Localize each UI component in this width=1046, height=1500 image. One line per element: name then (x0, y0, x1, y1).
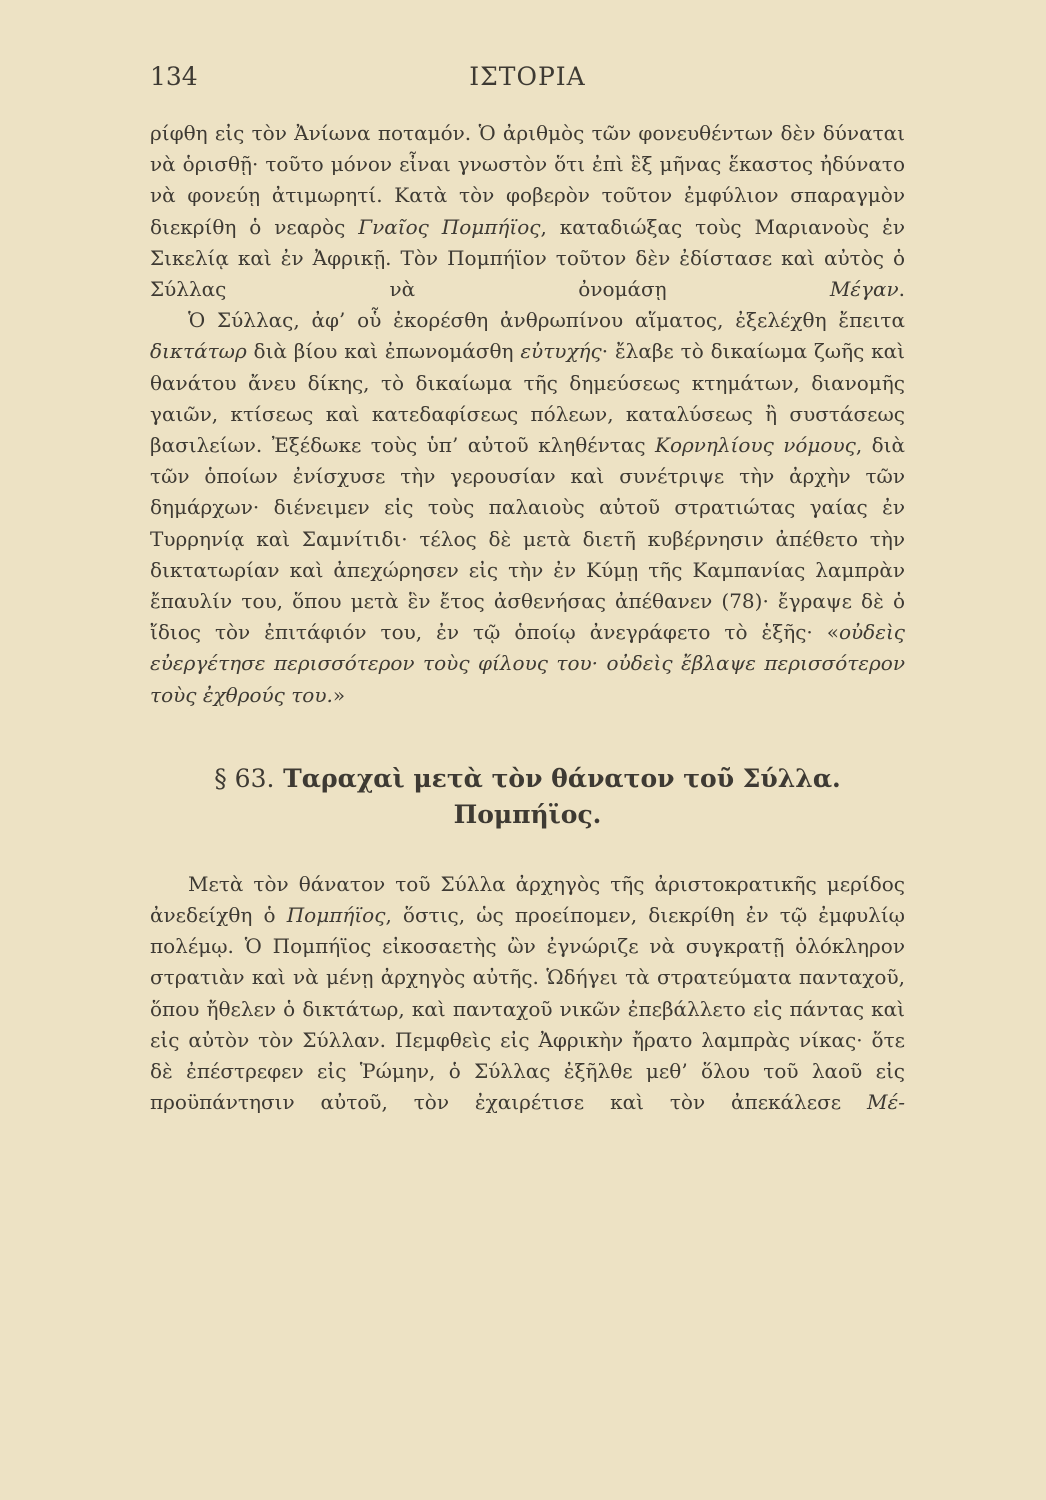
paragraph-1-text-a: ρίφθη εἰς τὸν Ἀνίωνα ποταμόν. Ὁ ἀριθμὸς τῶν φονευθέντων δὲν δύναται νὰ ὁρισθῇ· τοῦτο μόνον εἶναι γνωστὸν ὅτι ἐπὶ ἓξ μῆνας ἕκαστος ἠδύνατο νὰ φονεύῃ ἀτιμωρητί. Κατὰ τὸν φοβερὸν τοῦτον ἐμφύλιον σπαραγμὸν διεκρίθη ὁ νεαρὸς (150, 121, 905, 239)
paragraph-3 (150, 869, 905, 1119)
body-text (150, 118, 905, 1118)
paragraph-1 (150, 118, 905, 305)
section-number: § 63. (214, 763, 275, 793)
paragraph-2-text-d: , διὰ τῶν ὁποίων ἐνίσχυσε τὴν γερουσίαν καὶ συνέτριψε τὴν ἀρχὴν τῶν δημάρχων· διένειμεν εἰς τοὺς παλαιοὺς αὐτοῦ στρατιώτας γαίας ἐν Τυρρηνίᾳ καὶ Σαμνίτιδι· τέλος δὲ μετὰ διετῆ κυβέρνησιν ἀπέθετο τὴν δικτατωρίαν καὶ ἀπεχώρησεν εἰς τὴν ἐν Κύμῃ τῆς Καμπανίας λαμπρὰν ἔπαυλίν του, ὅπου μετὰ ἓν ἔτος ἀσθενήσας ἀπέθανεν (78)· ἔγραψε δὲ ὁ ἴδιος τὸν ἐπιτάφιόν του, ἐν τῷ ὁποίῳ ἀνεγράφετο τὸ ἑξῆς· « (150, 433, 905, 645)
italic-name-pompey: Πομπήϊος (286, 903, 386, 928)
paragraph-2 (150, 305, 905, 711)
spacer (150, 833, 905, 869)
paragraph-2-text-b: διὰ βίου καὶ ἐπωνομάσθη (246, 339, 521, 364)
italic-name-megas: Μέγαν (829, 277, 899, 302)
section-heading (150, 761, 905, 833)
italic-term-cornelian-laws: Κορνηλίους νόμους (655, 433, 856, 458)
page-number: 134 (150, 62, 198, 91)
running-head (150, 62, 905, 102)
paragraph-2-text-c: · ἔλαβε τὸ δικαίωμα ζωῆς καὶ θανάτου ἄνευ δίκης, τὸ δικαίωμα τῆς δημεύσεως κτημάτων, διανομῆς γαιῶν, κτίσεως καὶ κατεδαφίσεως πόλεων, καταλύσεως ἢ συστάσεως βασιλείων. Ἐξέδωκε τοὺς ὑπ’ αὐτοῦ κληθέντας (150, 339, 905, 458)
header-title: ΙΣΤΟΡΙΑ (469, 62, 586, 91)
section-title-line-1: Ταραχαὶ μετὰ τὸν θάνατον τοῦ Σύλλα. (283, 763, 841, 793)
paragraph-3-text-b: , ὅστις, ὡς προείπομεν, διεκρίθη ἐν τῷ ἐμφυλίῳ πολέμῳ. Ὁ Πομπήϊος εἰκοσαετὴς ὢν ἐγνώριζε νὰ συγκρατῇ ὁλόκληρον στρατιὰν καὶ νὰ μένῃ ἀρχηγὸς αὐτῆς. Ὡδήγει τὰ στρατεύματα πανταχοῦ, ὅπου ἤθελεν ὁ δικτάτωρ, καὶ πανταχοῦ νικῶν ἐπεβάλλετο εἰς πάντας καὶ εἰς αὐτὸν τὸν Σύλλαν. Πεμφθεὶς εἰς Ἀφρικὴν ἤρατο λαμπρὰς νίκας· ὅτε δὲ ἐπέστρεφεν εἰς Ῥώμην, ὁ Σύλλας ἐξῆλθε μεθ’ ὅλου τοῦ λαοῦ εἰς προϋπάντησιν αὐτοῦ, τὸν ἐχαιρέτισε καὶ τὸν ἀπεκάλεσε (150, 903, 905, 1115)
italic-name-gnaeus-pompey: Γναῖος Πομπήϊος (358, 214, 541, 239)
paragraph-2-text-a: Ὁ Σύλλας, ἀφ’ οὗ ἐκορέσθη ἀνθρωπίνου αἵματος, ἐξελέχθη ἔπειτα (188, 308, 905, 333)
italic-term-eutyches: εὐτυχής (520, 339, 602, 364)
paragraph-1-text-c: . (898, 277, 905, 302)
paragraph-1-text-b: , καταδιώξας τοὺς Μαριανοὺς ἐν Σικελίᾳ καὶ ἐν Ἀφρικῇ. Τὸν Πομπήϊον τοῦτον δὲν ἐδίστασε καὶ αὐτὸς ὁ Σύλλας νὰ ὀνομάσῃ (150, 214, 905, 302)
section-title-line-2: Πομπήϊος. (453, 799, 602, 829)
italic-name-megas-hyphenated: Μέ- (867, 1090, 905, 1115)
italic-epitaph-quote: οὐδεὶς εὐεργέτησε περισσότερον τοὺς φίλους του· οὐδεὶς ἔβλαψε περισσότερον τοὺς ἐχθρούς του. (150, 620, 905, 707)
paragraph-3-text-a: Μετὰ τὸν θάνατον τοῦ Σύλλα ἀρχηγὸς τῆς ἀριστοκρατικῆς μερίδος ἀνεδείχθη ὁ (150, 871, 905, 928)
italic-term-dictator: δικτάτωρ (150, 339, 247, 364)
paragraph-2-text-e: » (332, 682, 346, 707)
